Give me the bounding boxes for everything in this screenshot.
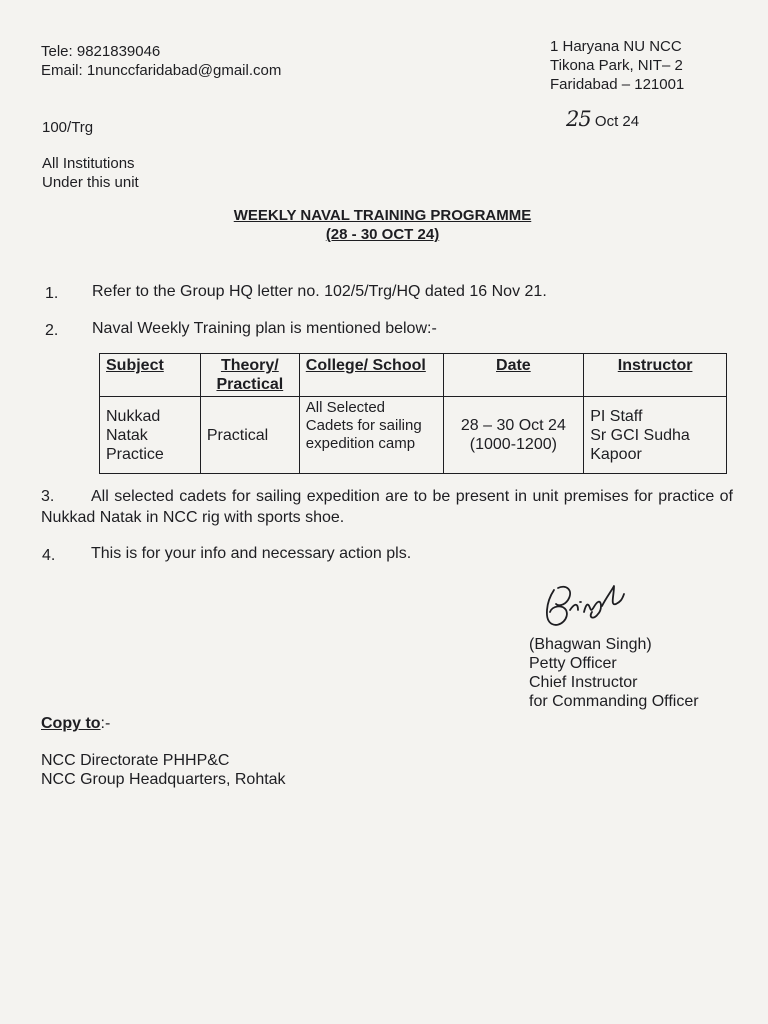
document-title <box>200 206 565 244</box>
header-instructor: Instructor <box>584 354 727 397</box>
cell-college: All Selected Cadets for sailing expedition camp <box>299 397 443 474</box>
training-plan-table <box>99 353 727 474</box>
time-range: (1000-1200) <box>469 436 557 453</box>
addressee-line-2: Under this unit <box>42 174 139 191</box>
letter-date <box>566 107 640 131</box>
para-2-number: 2. <box>45 322 59 339</box>
para-4-text: This is for your info and necessary action pls. <box>91 545 412 562</box>
instructor-line-3: Kapoor <box>590 445 642 463</box>
address-line-1: 1 Haryana NU NCC <box>550 38 682 55</box>
contact-block <box>41 42 281 80</box>
instructor-line-1: PI Staff <box>590 407 643 425</box>
para-2-text: Naval Weekly Training plan is mentioned below:- <box>92 320 437 337</box>
signatory-name: (Bhagwan Singh) <box>529 636 652 653</box>
header-subject: Subject <box>100 354 201 397</box>
date-range: 28 – 30 Oct 24 <box>460 417 566 434</box>
para-3-number: 3. <box>41 488 55 505</box>
cell-date <box>443 397 584 474</box>
signatory-block <box>529 635 699 711</box>
title-line-2: (28 - 30 OCT 24) <box>325 226 440 243</box>
address-line-3: Faridabad – 121001 <box>550 76 685 93</box>
date-day-handwritten: 25 <box>566 107 591 131</box>
cell-subject: Nukkad Natak Practice <box>100 397 201 474</box>
copy-to-heading <box>41 714 110 733</box>
title-line-1: WEEKLY NAVAL TRAINING PROGRAMME <box>233 207 532 224</box>
signatory-for-line: for Commanding Officer <box>529 693 699 710</box>
email: Email: 1nunccfaridabad@gmail.com <box>41 62 282 79</box>
cell-type: Practical <box>200 397 299 474</box>
para-1-text: Refer to the Group HQ letter no. 102/5/Trg/HQ dated 16 Nov 21. <box>92 283 547 300</box>
instructor-line-2: Sr GCI Sudha <box>590 426 690 444</box>
reference-number: 100/Trg <box>42 119 94 136</box>
header-theory-practical: Theory/ Practical <box>200 354 299 397</box>
handwritten-signature <box>540 580 640 632</box>
list-item: NCC Group Headquarters, Rohtak <box>41 771 286 788</box>
signatory-rank: Petty Officer <box>529 655 617 672</box>
para-3-text: All selected cadets for sailing expedition are to be present in unit premises for practice of Nukkad Natak in NCC rig with sports shoe. <box>41 488 733 526</box>
para-4-number: 4. <box>42 547 56 564</box>
para-1-number: 1. <box>45 285 59 302</box>
copy-to-suffix: :- <box>100 715 111 732</box>
unit-address <box>550 37 684 94</box>
date-month-year: Oct 24 <box>594 113 640 130</box>
para-3 <box>41 486 733 528</box>
addressee-line-1: All Institutions <box>42 155 135 172</box>
addressee <box>42 154 139 192</box>
table-row <box>100 397 727 474</box>
signatory-appointment: Chief Instructor <box>529 674 638 691</box>
address-line-2: Tikona Park, NIT– 2 <box>550 57 683 74</box>
header-college-school: College/ School <box>299 354 443 397</box>
cell-instructor <box>584 397 727 474</box>
copy-to-label: Copy to <box>41 715 101 732</box>
table-header-row <box>100 354 727 397</box>
list-item: NCC Directorate PHHP&C <box>41 752 230 769</box>
telephone: Tele: 9821839046 <box>41 43 161 60</box>
header-date: Date <box>443 354 584 397</box>
copy-recipients <box>41 751 286 789</box>
